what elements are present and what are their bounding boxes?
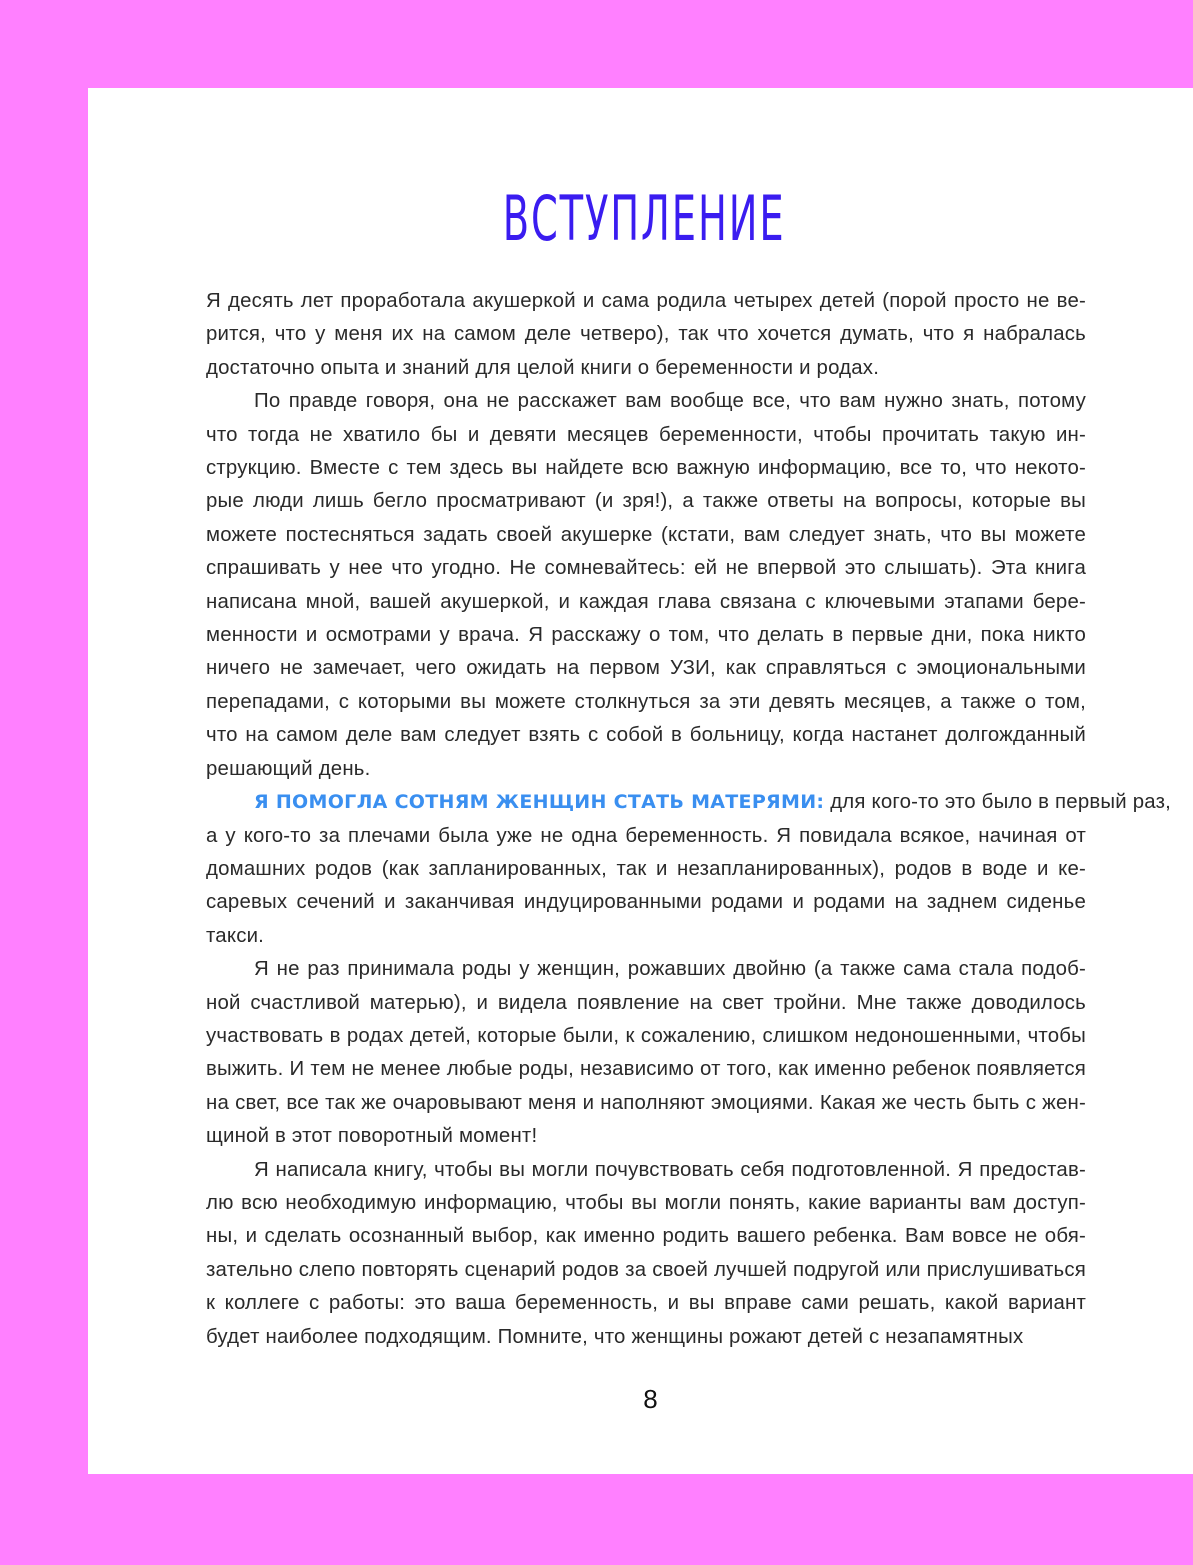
paragraph-2 <box>206 385 1086 786</box>
text-line: ной счастливой матерью), и видела появление на свет тройни. Мне также доводилось <box>206 991 1086 1014</box>
text-line: к коллеге с работы: это ваша беременность, и вы вправе сами решать, какой вариант <box>206 1292 1086 1315</box>
text-line: рится, что у меня их на самом деле четверо), так что хочется думать, что я набралась <box>206 323 1086 346</box>
text-fragment: для кого-то это было в первый раз, <box>830 791 1171 814</box>
text-line: саревых сечений и заканчивая индуцированными родами и родами на заднем сиденье <box>206 891 1086 914</box>
text-line <box>206 786 1171 819</box>
text-line: Я десять лет проработала акушеркой и сама родила четырех детей (порой просто не ве- <box>206 290 1086 312</box>
text-line: что на самом деле вам следует взять с собой в больницу, когда настанет долгожданный <box>206 724 1086 747</box>
text-line: рые люди лишь бегло просматривают (и зря!), а также ответы на вопросы, которые вы <box>206 490 1086 513</box>
text-line: а у кого-то за плечами была уже не одна беременность. Я повидала всякое, начиная от <box>206 824 1086 847</box>
text-line: ны, и сделать осознанный выбор, как именно родить вашего ребенка. Вам вовсе не обя- <box>206 1225 1086 1248</box>
text-line: струкцию. Вместе с тем здесь вы найдете всю важную информацию, все то, что некото- <box>206 457 1086 480</box>
text-line: достаточно опыта и знаний для целой книги о беременности и родах. <box>206 356 880 379</box>
text-line: такси. <box>206 924 265 947</box>
text-line: будет наиболее подходящим. Помните, что женщины рожают детей с незапамятных <box>206 1325 1024 1348</box>
text-line: лю всю необходимую информацию, чтобы вы могли понять, какие варианты вам доступ- <box>206 1191 1086 1214</box>
page-number: 8 <box>643 1384 658 1414</box>
page-title: ВСТУПЛЕНИЕ <box>502 182 786 255</box>
text-line: спрашивать у нее что угодно. Не сомневайтесь: ей не впервой это слышать). Эта книга <box>206 557 1086 580</box>
paragraph-5 <box>206 1154 1086 1354</box>
text-line: написана мной, вашей акушеркой, и каждая глава связана с ключевыми этапами бере- <box>206 590 1086 613</box>
highlight-phrase: Я ПОМОГЛА СОТНЯМ ЖЕНЩИН СТАТЬ МАТЕРЯМИ: <box>254 791 825 814</box>
text-line: домашних родов (как запланированных, так и незапланированных), родов в воде и ке- <box>206 857 1086 880</box>
text-line: ничего не замечает, чего ожидать на первом УЗИ, как справляться с эмоциональными <box>206 657 1086 680</box>
text-line: щиной в этот поворотный момент! <box>206 1125 538 1148</box>
text-line: выжить. И тем не менее любые роды, независимо от того, как именно ребенок появляется <box>206 1058 1086 1081</box>
book-page <box>88 88 1193 1474</box>
text-line: Я не раз принимала роды у женщин, рожавших двойню (а также сама стала подоб- <box>254 958 1086 981</box>
text-line: По правде говоря, она не расскажет вам вообще все, что вам нужно знать, потому <box>254 390 1086 413</box>
text-line: можете постесняться задать своей акушерке (кстати, вам следует знать, что вы можете <box>206 523 1086 546</box>
text-line: Я написала книгу, чтобы вы могли почувствовать себя подготовленной. Я предостав- <box>254 1158 1086 1181</box>
text-line: перепадами, с которыми вы можете столкнуться за эти девять месяцев, а также о том, <box>206 690 1086 713</box>
paragraph-1 <box>206 285 1086 385</box>
text-line: зательно слепо повторять сценарий родов за своей лучшей подругой или прислушиваться <box>206 1258 1086 1281</box>
paragraph-4 <box>206 953 1086 1153</box>
text-line: на свет, все так же очаровывают меня и наполняют эмоциями. Какая же честь быть с жен- <box>206 1091 1086 1114</box>
paragraph-3 <box>206 786 1171 953</box>
body-text <box>206 285 1171 1354</box>
text-line: менности и осмотрами у врача. Я расскажу о том, что делать в первые дни, пока никто <box>206 624 1086 647</box>
text-line: решающий день. <box>206 757 371 780</box>
text-line: что тогда не хватило бы и девяти месяцев беременности, чтобы прочитать такую ин- <box>206 423 1086 446</box>
text-line: участвовать в родах детей, которые были, к сожалению, слишком недоношенными, чтобы <box>206 1024 1086 1047</box>
